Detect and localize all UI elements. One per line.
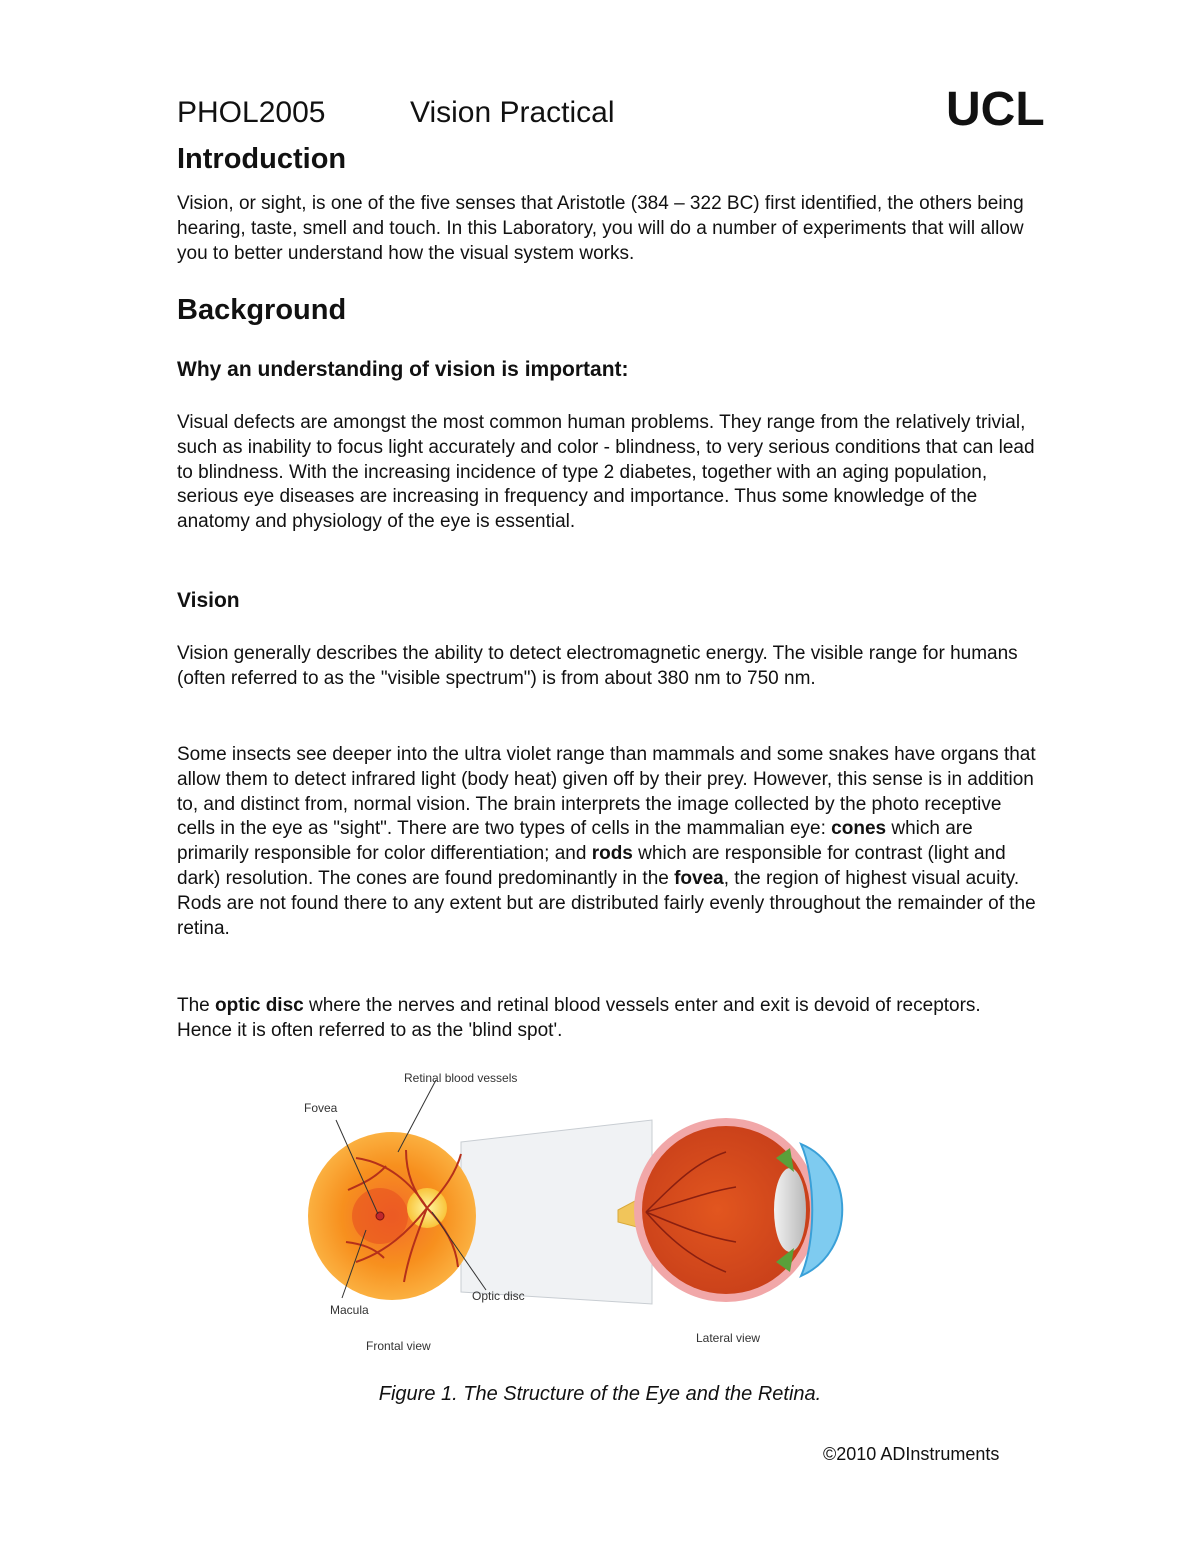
label-optic-disc: Optic disc (472, 1289, 525, 1303)
p3-text-a: The (177, 995, 216, 1016)
introduction-heading: Introduction (177, 143, 347, 175)
copyright-notice: ©2010 ADInstruments (823, 1444, 1000, 1464)
p2-text-a: Some insects see deeper into the ultra violet range than mammals and some snakes have organs that allow them to detect infrared light (body heat) given off by their prey. However, this sense is in addition to, and distinct from, normal vision. The brain interprets the image collected by the photo receptive cells in the eye as "sight". There are two types of cells in the mammalian eye: (177, 744, 1036, 840)
term-rods: rods (591, 843, 633, 865)
label-macula: Macula (330, 1303, 369, 1317)
term-fovea: fovea (674, 867, 724, 889)
p2-text-b: which are primarily responsible for color differentiation; and (177, 818, 973, 865)
lens (774, 1168, 806, 1252)
label-retinal-vessels: Retinal blood vessels (404, 1071, 518, 1085)
term-cones: cones (831, 818, 887, 840)
p2-text-c: which are responsible for contrast (light and dark) resolution. The cones are found predominantly in the (177, 843, 1006, 889)
label-frontal-view: Frontal view (366, 1339, 431, 1353)
label-fovea: Fovea (304, 1101, 338, 1115)
importance-subheading: Why an understanding of vision is important: (177, 358, 629, 381)
term-optic-disc: optic disc (215, 995, 304, 1016)
p2-text-d: , the region of highest visual acuity. Rods are not found there to any extent but are distributed fairly evenly throughout the remainder of the retina. (177, 867, 1036, 939)
vision-paragraph-2 (177, 743, 1037, 941)
label-lateral-view: Lateral view (696, 1331, 761, 1345)
vision-heading: Vision (177, 589, 240, 612)
p3-text-b: where the nerves and retinal blood vessels enter and exit is devoid of receptors. Hence it is often referred to as the 'blind spot'. (177, 995, 981, 1041)
course-code: PHOL2005 (177, 96, 326, 129)
vision-paragraph-3 (177, 994, 1037, 1044)
introduction-text: Vision, or sight, is one of the five senses that Aristotle (384 – 322 BC) first identified, the others being hearing, taste, smell and touch. In this Laboratory, you will do a number of experiments that will allow you to better understand how the visual system works. (177, 193, 1024, 264)
practical-title: Vision Practical (410, 96, 615, 129)
vision-paragraph-1: Vision generally describes the ability to detect electromagnetic energy. The visible range for humans (often referred to as the "visible spectrum") is from about 380 nm to 750 nm. (177, 643, 1018, 689)
eye-retina-figure (296, 1062, 866, 1362)
background-heading: Background (177, 294, 347, 326)
background-text: Visual defects are amongst the most common human problems. They range from the relatively trivial, such as inability to focus light accurately and color - blindness, to very serious conditions that can lead to blindness. With the increasing incidence of type 2 diabetes, together with an aging population, serious eye diseases are increasing in frequency and importance. Thus some knowledge of the anatomy and physiology of the eye is essential. (177, 412, 1035, 533)
figure-caption: Figure 1. The Structure of the Eye and the Retina. (378, 1383, 822, 1405)
ucl-logo: UCL (946, 83, 1045, 136)
